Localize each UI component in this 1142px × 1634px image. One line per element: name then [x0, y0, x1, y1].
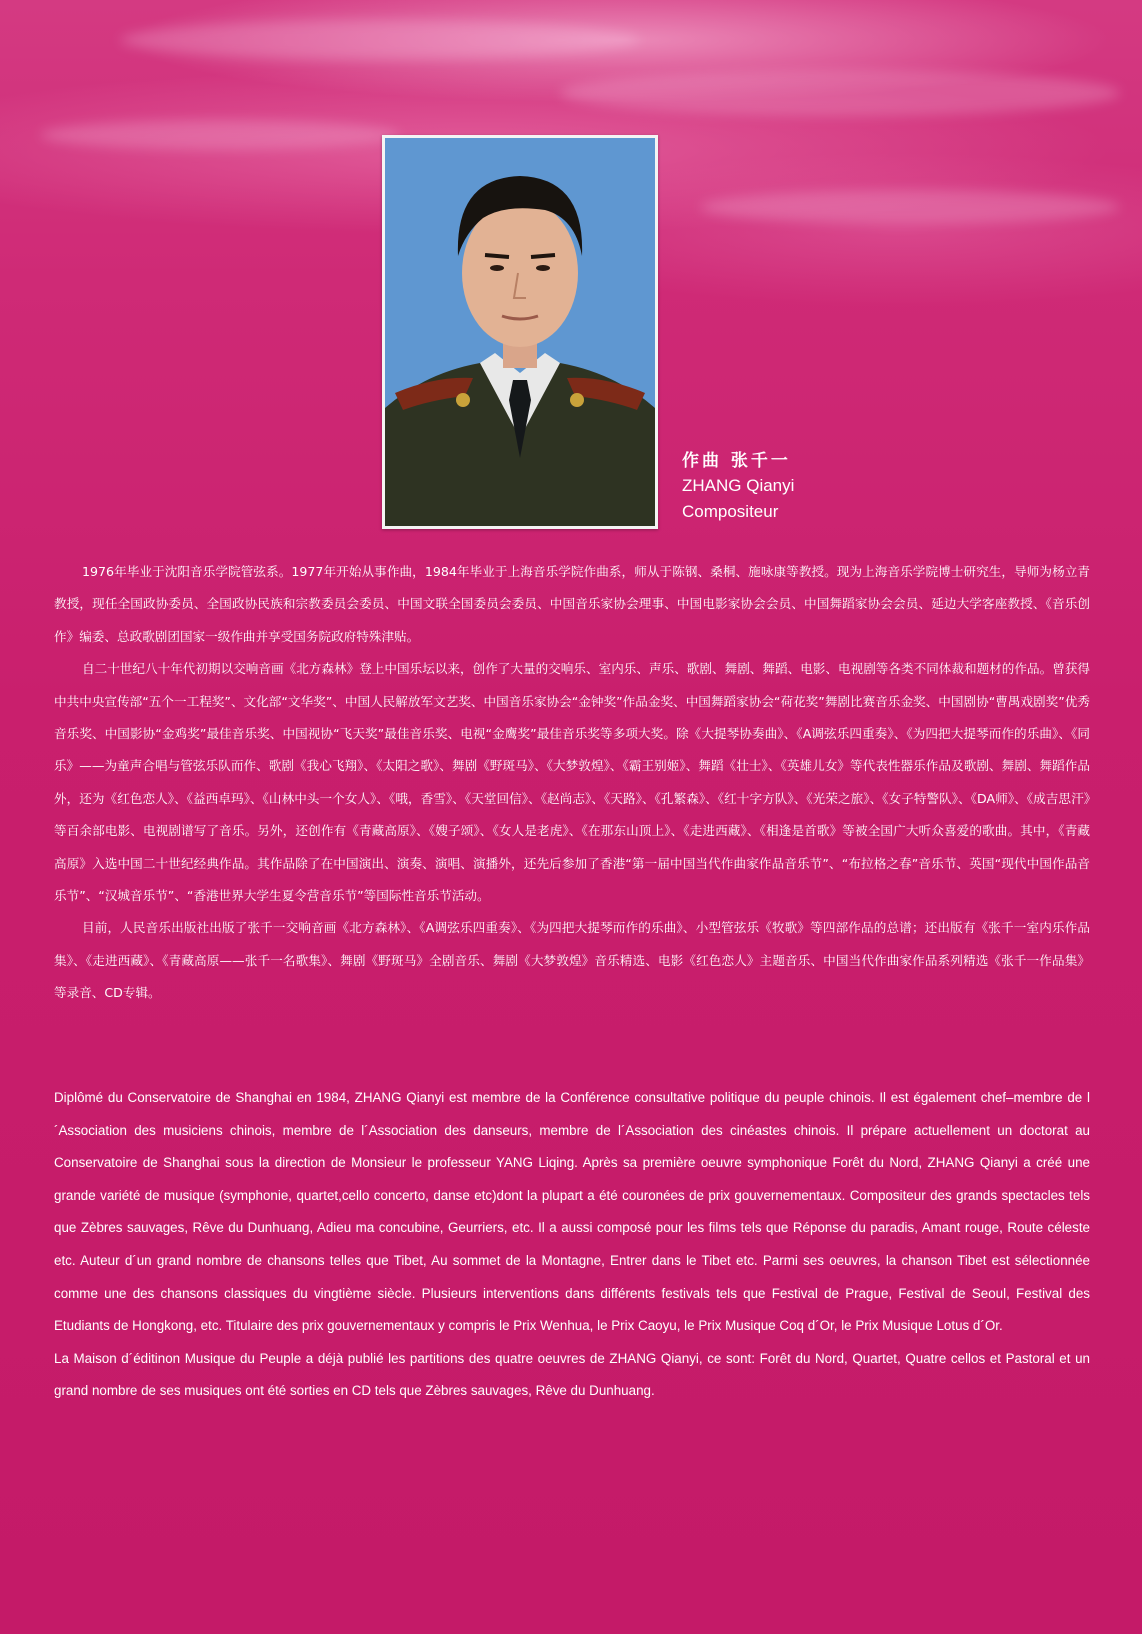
french-paragraph: Diplômé du Conservatoire de Shanghai en 1984, ZHANG Qianyi est membre de la Conférence consultative politique du peuple chinois. Il est également chef–membre de l´Association des musiciens chinois, membre de l´Association des danseurs, membre de l´Association des cinéastes chinois. Il prépare actuellement un doctorat au Conservatoire de Shanghai sous la direction de Monsieur le professeur YANG Liqing. Après sa première oeuvre symphonique Forêt du Nord, ZHANG Qianyi a créé une grande variété de musique (symphonie, quartet,cello concerto, danse etc)dont la plupart a été couronées de prix gouvernementaux. Compositeur des grands spectacles tels que Zèbres sauvages, Rêve du Dunhuang, Adieu ma concubine, Geurriers, etc. Il a aussi composé pour les films tels que Réponse du paradis, Amant rouge, Route céleste etc. Auteur d´un grand nombre de chansons telles que Tibet, Au sommet de la Montagne, Entrer dans le Tibet etc. Parmi ses oeuvres, la chanson Tibet est sélectionnée comme une des chansons classiques du vingtième siècle. Plusieurs interventions dans différents festivals tels que Festival de Prague, Festival de Seoul, Festival des Etudiants de Hongkong, etc. Titulaire des prix gouvernementaux y compris le Prix Wenhua, le Prix Caoyu, le Prix Musique Coq d´Or, le Prix Musique Lotus d´Or.: [54, 1090, 1090, 1334]
sky-cloud-streak: [120, 20, 640, 60]
portrait-illustration: [385, 138, 655, 526]
french-biography: [54, 1082, 1090, 1408]
caption-composer-role: Compositeur: [682, 502, 779, 521]
caption-composer-name: ZHANG Qianyi: [682, 476, 795, 495]
french-paragraph: La Maison d´éditinon Musique du Peuple a déjà publié les partitions des quatre oeuvres de ZHANG Qianyi, ce sont: Forêt du Nord, Quartet, Quatre cellos et Pastoral et un grand nombre de ses musiques ont été sorties en CD tels que Zèbres sauvages, Rêve du Dunhuang.: [54, 1350, 1090, 1399]
caption-chinese-title: 作曲 张千一: [682, 451, 791, 471]
portrait-photo-frame: [382, 135, 658, 529]
photo-caption: [682, 449, 882, 525]
portrait-photo: [385, 138, 655, 526]
sky-cloud-streak: [40, 120, 400, 150]
sky-cloud-streak: [560, 70, 1120, 116]
chinese-paragraph: 自二十世纪八十年代初期以交响音画《北方森林》登上中国乐坛以来，创作了大量的交响乐、室内乐、声乐、歌剧、舞剧、舞蹈、电影、电视剧等各类不同体裁和题材的作品。曾获得中共中央宣传部“五个一工程奖”、文化部“文华奖”、中国人民解放军文艺奖、中国音乐家协会“金钟奖”作品金奖、中国舞蹈家协会“荷花奖”舞剧比赛音乐金奖、中国剧协“曹禺戏剧奖”优秀音乐奖、中国影协“金鸡奖”最佳音乐奖、中国视协“飞天奖”最佳音乐奖、电视“金鹰奖”最佳音乐奖等多项大奖。除《大提琴协奏曲》、《A调弦乐四重奏》、《为四把大提琴而作的乐曲》、《同乐》——为童声合唱与管弦乐队而作、歌剧《我心飞翔》、《太阳之歌》、舞剧《野斑马》、《大梦敦煌》、《霸王别姬》、舞蹈《壮士》、《英雄儿女》等代表性器乐作品及歌剧、舞剧、舞蹈作品外，还为《红色恋人》、《益西卓玛》、《山林中头一个女人》、《哦，香雪》、《天堂回信》、《赵尚志》、《天路》、《孔繁森》、《红十字方队》、《光荣之旅》、《女子特警队》、《DA师》、《成吉思汗》等百余部电影、电视剧谱写了音乐。另外，还创作有《青藏高原》、《嫂子颂》、《女人是老虎》、《在那东山顶上》、《走进西藏》、《相逢是首歌》等被全国广大听众喜爱的歌曲。其中，《青藏高原》入选中国二十世纪经典作品。其作品除了在中国演出、演奏、演唱、演播外，还先后参加了香港“第一届中国当代作曲家作品音乐节”、“布拉格之春”音乐节、英国“现代中国作品音乐节”、“汉城音乐节”、“香港世界大学生夏令营音乐节”等国际性音乐节活动。: [54, 661, 1090, 904]
chinese-biography: [54, 556, 1090, 1010]
chinese-paragraph: 目前，人民音乐出版社出版了张千一交响音画《北方森林》、《A调弦乐四重奏》、《为四把大提琴而作的乐曲》、小型管弦乐《牧歌》等四部作品的总谱；还出版有《张千一室内乐作品集》、《走进西藏》、《青藏高原——张千一名歌集》、舞剧《野斑马》全剧音乐、舞剧《大梦敦煌》音乐精选、电影《红色恋人》主题音乐、中国当代作曲家作品系列精选《张千一作品集》等录音、CD专辑。: [54, 920, 1090, 1001]
sky-cloud-streak: [700, 190, 1120, 224]
chinese-paragraph: 1976年毕业于沈阳音乐学院管弦系。1977年开始从事作曲，1984年毕业于上海音乐学院作曲系，师从于陈钢、桑桐、施咏康等教授。现为上海音乐学院博士研究生，导师为杨立青教授，现任全国政协委员、全国政协民族和宗教委员会委员、中国文联全国委员会委员、中国音乐家协会理事、中国电影家协会会员、中国舞蹈家协会会员、延边大学客座教授、《音乐创作》编委、总政歌剧团国家一级作曲并享受国务院政府特殊津贴。: [54, 564, 1090, 644]
